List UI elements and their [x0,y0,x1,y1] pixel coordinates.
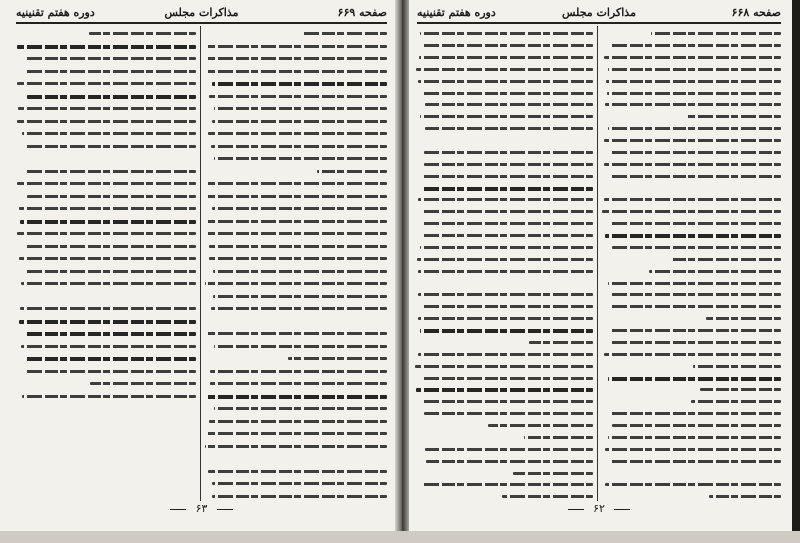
text-line [21,282,196,285]
text-line [418,317,593,320]
text-line [416,68,594,71]
scan-edge-right [792,0,800,543]
text-line [687,115,781,118]
text-line [421,400,593,403]
text-line [24,57,196,60]
right-page-column-rule [597,26,598,501]
text-line [22,395,196,398]
text-line [17,232,196,235]
text-line [604,56,781,59]
text-line [19,320,196,324]
text-line [426,460,593,463]
text-line [423,377,593,380]
text-line [605,234,781,238]
text-line [17,182,196,185]
text-line [17,45,196,49]
text-line [418,270,593,273]
text-line [608,436,781,439]
text-line [423,92,593,95]
text-line [207,432,387,435]
text-line [502,495,593,498]
left-page [8,0,395,531]
text-line [207,45,387,48]
text-line [214,157,387,160]
text-line [610,412,781,415]
text-line [604,353,781,356]
text-line [25,245,196,248]
text-line [417,258,593,261]
text-line [209,257,387,260]
text-line [423,483,593,486]
text-line [209,245,387,248]
text-line [19,257,196,260]
text-line [209,420,387,423]
text-line [700,388,781,391]
right-page-header [417,6,781,24]
text-line [22,132,196,135]
text-line [612,424,781,427]
text-line [420,246,593,249]
text-line [214,407,387,410]
text-line [611,222,781,225]
text-line [89,32,196,35]
text-line [693,365,781,368]
text-line [513,472,593,475]
left-page-column-rule [200,26,201,501]
text-line [20,307,196,310]
text-line [423,222,593,225]
text-line [709,495,781,498]
text-line [602,210,781,213]
text-line [425,127,593,130]
text-line [415,365,593,368]
right-page-number: صفحه ۶۶۸ [731,6,781,19]
text-line [20,220,196,224]
text-line [206,220,387,223]
text-line [422,44,593,47]
text-line [608,68,782,71]
text-line [418,198,593,201]
text-line [213,270,387,273]
left-page-volume: دوره هفتم تقنینیه [16,6,95,19]
text-line [205,282,387,285]
text-line [418,353,593,356]
scan-edge-bottom [0,531,800,543]
text-line [212,207,387,210]
text-line [529,341,593,344]
text-line [488,424,593,427]
text-line [18,107,196,110]
text-line [605,448,781,451]
text-line [208,470,387,473]
text-line [17,82,196,85]
text-line [424,163,593,166]
text-line [420,329,593,333]
text-line [604,198,781,201]
text-line [205,445,387,448]
text-line [288,357,387,360]
text-line [611,329,781,332]
text-line [24,370,196,373]
text-line [207,232,387,235]
text-line [706,317,781,320]
text-line [17,120,196,123]
right-page-left-column [415,28,593,503]
text-line [212,82,387,86]
left-page-title: مذاکرات مجلس [164,6,239,19]
left-page-footer [8,502,395,515]
text-line [25,332,196,336]
right-page-right-column [601,28,781,503]
left-page-number: صفحه ۶۶۹ [337,6,387,19]
text-line [26,170,196,173]
text-line [611,151,781,154]
text-line [421,175,593,178]
text-line [611,44,781,47]
text-line [214,107,387,110]
text-line [424,412,593,415]
text-line [421,187,593,191]
text-line [206,395,387,399]
text-line [212,495,387,498]
text-line [425,448,593,451]
text-line [27,95,196,99]
footer-dash [217,509,233,510]
text-line [420,115,593,118]
text-line [605,103,781,106]
text-line [425,103,593,106]
text-line [317,170,387,173]
text-line [212,120,387,123]
text-line [418,293,593,296]
text-line [606,80,781,83]
text-line [608,377,781,381]
text-line [609,293,781,296]
text-line [211,145,387,148]
text-line [416,388,593,392]
text-line [209,95,387,98]
text-line [608,127,781,130]
text-line [651,32,781,35]
footer-dash [170,509,186,510]
text-line [420,32,593,35]
text-line [611,305,781,308]
text-line [214,345,387,348]
text-line [206,57,387,60]
text-line [608,282,781,285]
text-line [26,145,196,148]
text-line [211,307,387,310]
text-line [27,195,196,198]
left-page-right-column [204,28,387,503]
text-line [424,151,593,154]
text-line [210,382,387,385]
left-page-header [16,6,387,24]
text-line [21,345,196,348]
footer-dash [568,509,584,510]
book-gutter [395,0,409,543]
text-line [421,210,593,213]
text-line [612,246,781,249]
text-line [604,163,781,166]
left-page-footer-number: ۶۳ [195,502,208,515]
text-line [90,382,196,385]
right-page-footer-number: ۶۲ [593,502,605,515]
text-line [213,295,387,298]
right-page-footer [409,502,789,515]
right-page-volume: دوره هفتم تقنینیه [417,6,496,19]
text-line [610,175,781,178]
text-line [301,32,387,35]
text-line [691,400,781,403]
right-page-title: مذاکرات مجلس [562,6,636,19]
text-line [418,80,593,83]
text-line [671,258,781,261]
text-line [421,234,593,237]
text-line [19,207,196,210]
text-line [611,341,781,344]
text-line [607,92,781,95]
text-line [206,70,387,73]
text-line [206,195,387,198]
text-line [26,270,196,273]
text-line [210,370,387,373]
text-line [524,436,593,439]
text-line [206,182,387,185]
text-line [423,305,593,308]
text-line [208,132,387,135]
text-line [605,483,781,486]
text-line [26,70,197,73]
text-line [26,357,196,361]
text-line [206,332,387,335]
text-line [609,460,781,463]
text-line [419,56,593,59]
left-page-left-column [16,28,196,503]
right-page [409,0,789,531]
text-line [604,139,781,142]
text-line [649,270,781,273]
text-line [212,482,387,485]
footer-dash [614,509,630,510]
